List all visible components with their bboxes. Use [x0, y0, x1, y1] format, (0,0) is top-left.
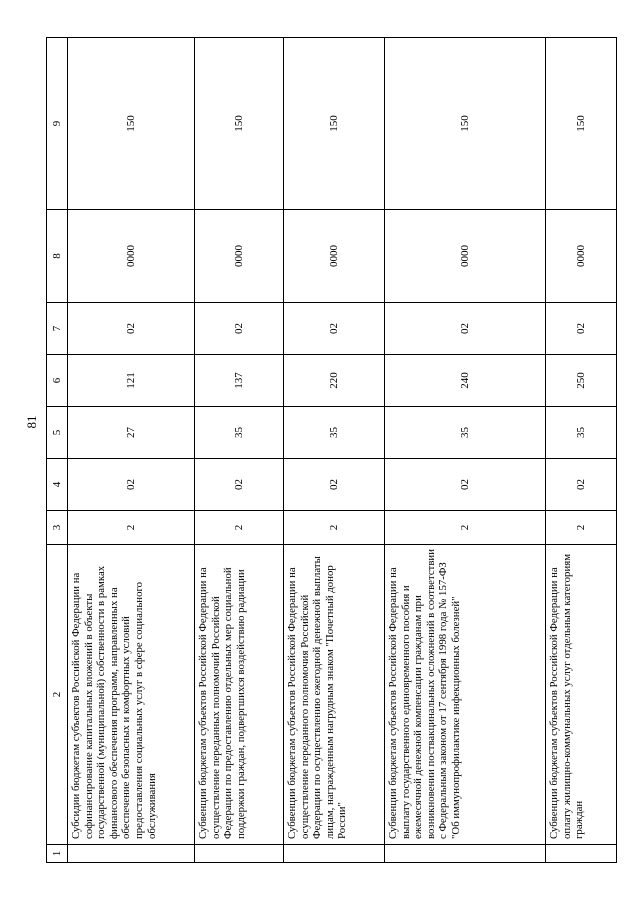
row-number-cell — [546, 845, 617, 863]
table-row — [284, 38, 385, 863]
code-cell-7: 02 — [68, 303, 195, 355]
code-cell-6: 220 — [284, 355, 385, 407]
code-cell-8: 0000 — [385, 210, 546, 303]
code-cell-9: 150 — [385, 38, 546, 210]
code-cell-3: 2 — [546, 511, 617, 545]
code-cell-3: 2 — [68, 511, 195, 545]
table-row — [195, 38, 284, 863]
description-cell: Субвенции бюджетам субъектов Российской Федерации на выплату государственного единовременного пособия и ежемесячной денежной компенсации гражданам при возникновении поствакцинальных осложнений в соответствии с Федеральным законом от 17 сентября 1998 года № 157-ФЗ "Об иммунопрофилактике инфекционных болезней" — [385, 545, 546, 845]
code-cell-3: 2 — [195, 511, 284, 545]
code-cell-7: 02 — [546, 303, 617, 355]
header-col-5: 5 — [47, 407, 68, 459]
code-cell-4: 02 — [546, 459, 617, 511]
code-cell-6: 137 — [195, 355, 284, 407]
code-cell-9: 150 — [195, 38, 284, 210]
code-cell-4: 02 — [385, 459, 546, 511]
budget-table — [46, 37, 617, 863]
code-cell-8: 0000 — [68, 210, 195, 303]
code-cell-7: 02 — [284, 303, 385, 355]
code-cell-9: 150 — [68, 38, 195, 210]
header-col-1: 1 — [47, 845, 68, 863]
header-col-8: 8 — [47, 210, 68, 303]
page-number: 81 — [24, 415, 39, 429]
table-row — [68, 38, 195, 863]
header-col-3: 3 — [47, 511, 68, 545]
row-number-cell — [284, 845, 385, 863]
header-col-9: 9 — [47, 38, 68, 210]
code-cell-5: 35 — [284, 407, 385, 459]
code-cell-6: 250 — [546, 355, 617, 407]
code-cell-8: 0000 — [195, 210, 284, 303]
code-cell-4: 02 — [284, 459, 385, 511]
row-number-cell — [385, 845, 546, 863]
description-cell: Субсидии бюджетам субъектов Российской Федерации на софинансирование капитальных вложений в объекты государственной (муниципальной) собственности в рамках финансового обеспечения программ, направленных на обеспечение безопасных и комфортных условий предоставления социальных услуг в сфере социального обслуживания — [68, 545, 195, 845]
code-cell-4: 02 — [68, 459, 195, 511]
code-cell-3: 2 — [284, 511, 385, 545]
code-cell-5: 35 — [546, 407, 617, 459]
code-cell-6: 240 — [385, 355, 546, 407]
header-row — [47, 38, 68, 863]
description-cell: Субвенции бюджетам субъектов Российской Федерации на осуществление переданных полномочий Российской Федерации по предоставлению отдельных мер социальной поддержки граждан, подвергшихся воздействию радиации — [195, 545, 284, 845]
table-row — [385, 38, 546, 863]
code-cell-9: 150 — [284, 38, 385, 210]
code-cell-8: 0000 — [546, 210, 617, 303]
header-col-7: 7 — [47, 303, 68, 355]
code-cell-6: 121 — [68, 355, 195, 407]
table-row — [546, 38, 617, 863]
code-cell-4: 02 — [195, 459, 284, 511]
header-col-6: 6 — [47, 355, 68, 407]
code-cell-5: 35 — [385, 407, 546, 459]
description-cell: Субвенции бюджетам субъектов Российской Федерации на оплату жилищно-коммунальных услуг отдельным категориям граждан — [546, 545, 617, 845]
code-cell-7: 02 — [385, 303, 546, 355]
code-cell-3: 2 — [385, 511, 546, 545]
rotated-table-container — [46, 38, 604, 863]
code-cell-9: 150 — [546, 38, 617, 210]
header-col-4: 4 — [47, 459, 68, 511]
description-cell: Субвенции бюджетам субъектов Российской Федерации на осуществление переданного полномочия Российской Федерации по осуществлению ежегодной денежной выплаты лицам, награжденным нагрудным знаком "Почетный донор России" — [284, 545, 385, 845]
header-col-2: 2 — [47, 545, 68, 845]
code-cell-8: 0000 — [284, 210, 385, 303]
code-cell-5: 27 — [68, 407, 195, 459]
code-cell-5: 35 — [195, 407, 284, 459]
code-cell-7: 02 — [195, 303, 284, 355]
row-number-cell — [195, 845, 284, 863]
row-number-cell — [68, 845, 195, 863]
